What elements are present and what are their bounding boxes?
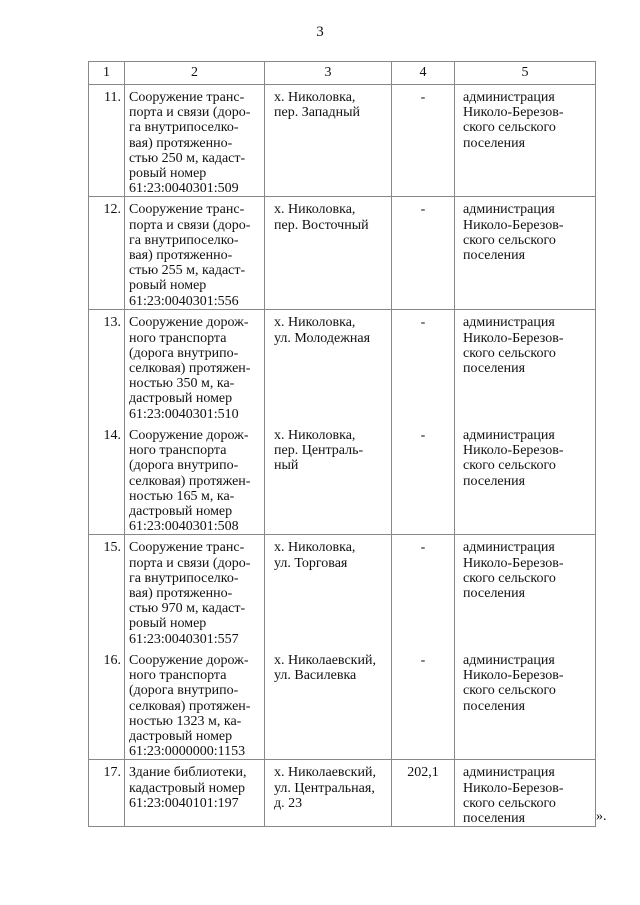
table-row — [89, 535, 596, 648]
table-row — [89, 85, 596, 197]
object-address: х. Николаевский, ул. Василевка — [265, 648, 392, 760]
row-number: 17. — [89, 760, 125, 827]
row-number: 16. — [89, 648, 125, 760]
table-row — [89, 423, 596, 535]
table-row — [89, 310, 596, 423]
object-name: Сооружение дорож- ного транспорта (дорога внутрипо- селковая) протяжен- ностью 1323 м, ка- дастровый номер 61:23:0000000:1153 — [125, 648, 265, 760]
row-number: 11. — [89, 85, 125, 197]
object-name: Сооружение транс- порта и связи (доро- га внутрипоселко- вая) протяженно- стью 250 м, кадаст- ровый номер 61:23:0040301:509 — [125, 85, 265, 197]
object-area: - — [392, 648, 455, 760]
row-number: 13. — [89, 310, 125, 423]
object-area: - — [392, 85, 455, 197]
object-owner: администрация Николо-Березов- ского сельского поселения — [455, 85, 596, 197]
object-address: х. Николовка, пер. Централь- ный — [265, 423, 392, 535]
table-header-row — [89, 62, 596, 85]
table-row — [89, 197, 596, 310]
table-row — [89, 648, 596, 760]
property-table — [88, 61, 596, 827]
object-address: х. Николовка, пер. Восточный — [265, 197, 392, 310]
object-address: х. Николовка, ул. Торговая — [265, 535, 392, 648]
header-cell: 2 — [125, 62, 265, 85]
header-cell: 5 — [455, 62, 596, 85]
closing-quote: ». — [596, 809, 607, 824]
object-area: - — [392, 535, 455, 648]
object-name: Сооружение транс- порта и связи (доро- га внутрипоселко- вая) протяженно- стью 970 м, кадаст- ровый номер 61:23:0040301:557 — [125, 535, 265, 648]
object-area: 202,1 — [392, 760, 455, 827]
row-number: 14. — [89, 423, 125, 535]
object-address: х. Николовка, ул. Молодежная — [265, 310, 392, 423]
object-owner: администрация Николо-Березов- ского сельского поселения — [455, 423, 596, 535]
header-cell: 4 — [392, 62, 455, 85]
object-area: - — [392, 310, 455, 423]
object-area: - — [392, 197, 455, 310]
object-address: х. Николаевский, ул. Центральная, д. 23 — [265, 760, 392, 827]
table-row — [89, 760, 596, 827]
object-owner: администрация Николо-Березов- ского сельского поселения — [455, 535, 596, 648]
row-number: 12. — [89, 197, 125, 310]
object-name: Сооружение транс- порта и связи (доро- га внутрипоселко- вая) протяженно- стью 255 м, кадаст- ровый номер 61:23:0040301:556 — [125, 197, 265, 310]
row-number: 15. — [89, 535, 125, 648]
page-number: 3 — [316, 24, 324, 40]
header-cell: 1 — [89, 62, 125, 85]
object-owner: администрация Николо-Березов- ского сельского поселения — [455, 648, 596, 760]
object-name: Сооружение дорож- ного транспорта (дорога внутрипо- селковая) протяжен- ностью 350 м, ка- дастровый номер 61:23:0040301:510 — [125, 310, 265, 423]
object-owner: администрация Николо-Березов- ского сельского поселения — [455, 760, 596, 827]
header-cell: 3 — [265, 62, 392, 85]
object-owner: администрация Николо-Березов- ского сельского поселения — [455, 197, 596, 310]
object-name: Сооружение дорож- ного транспорта (дорога внутрипо- селковая) протяжен- ностью 165 м, ка- дастровый номер 61:23:0040301:508 — [125, 423, 265, 535]
object-address: х. Николовка, пер. Западный — [265, 85, 392, 197]
object-name: Здание библиотеки, кадастровый номер 61:23:0040101:197 — [125, 760, 265, 827]
object-owner: администрация Николо-Березов- ского сельского поселения — [455, 310, 596, 423]
object-area: - — [392, 423, 455, 535]
